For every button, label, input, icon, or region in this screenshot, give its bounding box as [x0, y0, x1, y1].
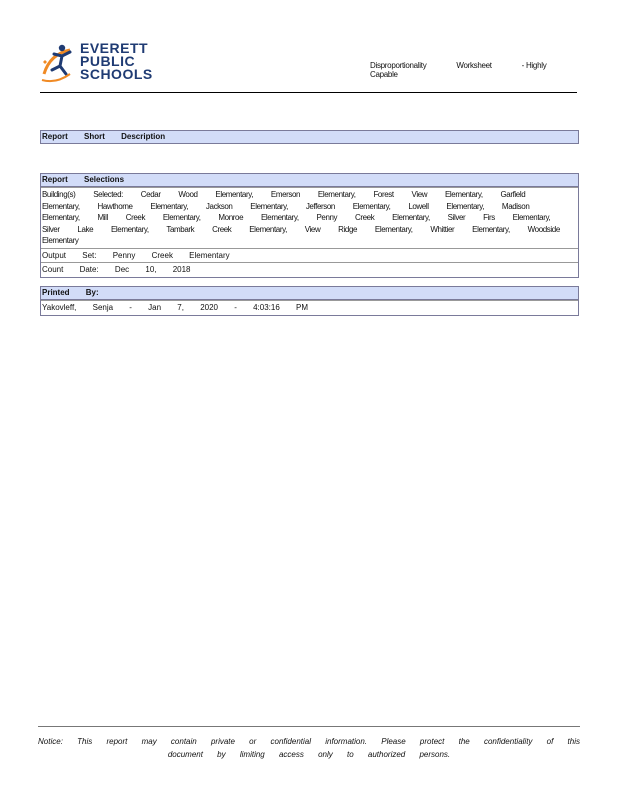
confidentiality-notice: Notice: This report may contain private or confidential information. Please protect the confidentiality of this document by limiting access only to authorized persons. [38, 726, 580, 761]
logo-line-3: SCHOOLS [80, 66, 153, 82]
logo-wordmark [80, 42, 153, 81]
title-part-4: Capable [370, 70, 398, 79]
runner-emblem-icon [40, 40, 80, 86]
report-short-description-heading: Report Short Description [41, 131, 578, 143]
report-selections-section [40, 173, 579, 278]
logo-line-1: EVERETT [80, 40, 149, 56]
title-part-1: Disproportionality [370, 61, 427, 70]
report-short-description-section [40, 130, 579, 144]
printed-by-heading: Printed By: [41, 287, 578, 300]
title-part-2: Worksheet [456, 61, 492, 70]
report-title [370, 61, 577, 79]
logo-line-2: PUBLIC [80, 53, 136, 69]
report-selections-heading: Report Selections [41, 174, 578, 187]
printed-by-section [40, 286, 579, 316]
output-set: Output Set: Penny Creek Elementary [41, 248, 578, 263]
buildings-selected: Building(s) Selected: Cedar Wood Elementary, Emerson Elementary, Forest View Elementary, Garfield Elementary, Hawthorne Elementary, Jackson Elementary, Jefferson Elementary, Lowell Elementary, Madison Elementary, Mill Creek Elementary, Monroe Elementary, Penny Creek Elementary, Silver Firs Elementary, Silver Lake Elementary, Tambark Creek Elementary, View Ridge Elementary, Whittier Elementary, Woodside Elementary [41, 187, 578, 248]
printed-by-value: Yakovleff, Senja - Jan 7, 2020 - 4:03:16 PM [41, 300, 578, 315]
count-date: Count Date: Dec 10, 2018 [41, 262, 578, 277]
page-header [40, 40, 577, 93]
title-part-3: - Highly [521, 61, 547, 70]
district-logo [40, 40, 155, 88]
